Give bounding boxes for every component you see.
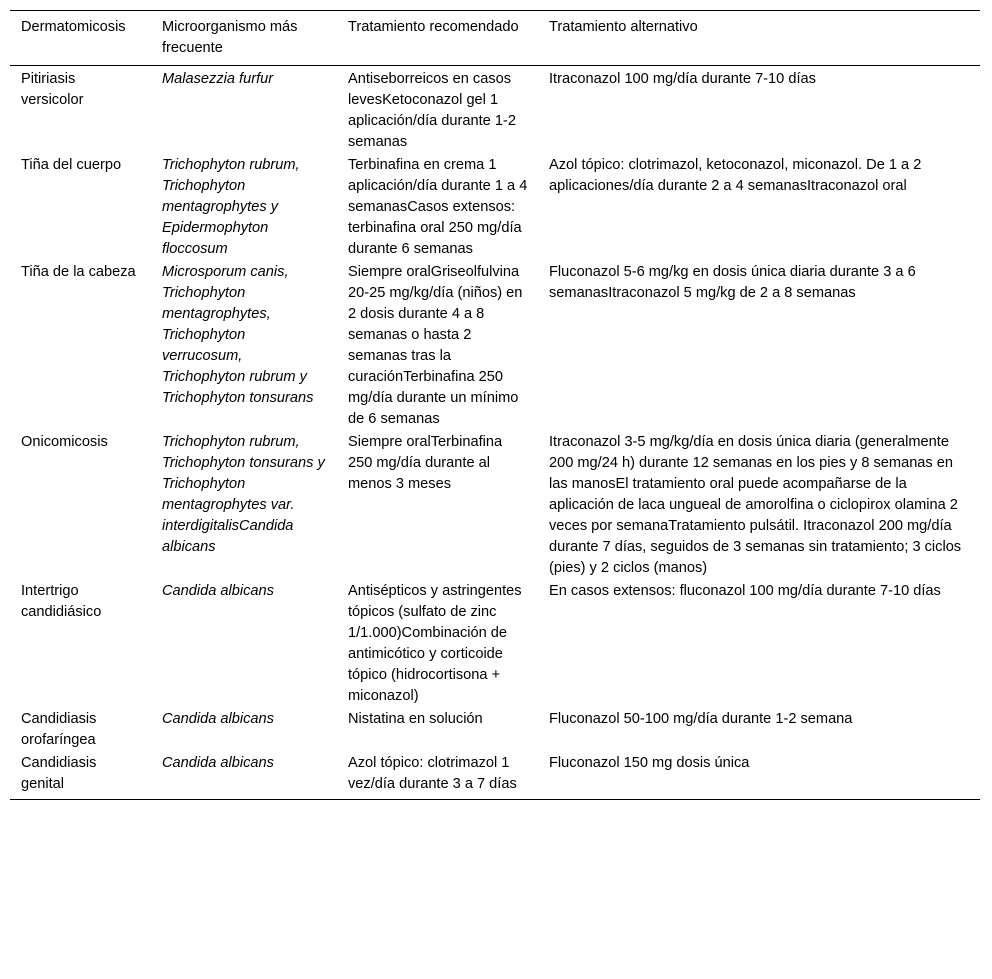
table-row	[10, 708, 980, 752]
cell-alternative: Fluconazol 50-100 mg/día durante 1-2 semana	[549, 711, 853, 727]
cell-treatment: Azol tópico: clotrimazol 1 vez/día durante 3 a 7 días	[348, 755, 517, 792]
table-container	[10, 10, 980, 800]
cell-disease: Candidiasis orofaríngea	[21, 711, 97, 748]
dermatomycosis-table	[10, 10, 980, 800]
cell-disease: Tiña de la cabeza	[21, 264, 136, 280]
table-row	[10, 261, 980, 431]
cell-disease: Tiña del cuerpo	[21, 157, 122, 173]
cell-treatment: Siempre oralGriseolfulvina 20-25 mg/kg/día (niños) en 2 dosis durante 4 a 8 semanas o hasta 2 semanas tras la curaciónTerbinafina 250 mg/día durante un mínimo de 6 semanas	[348, 264, 523, 427]
cell-organism: Candida albicans	[162, 711, 274, 727]
cell-alternative: Azol tópico: clotrimazol, ketoconazol, miconazol. De 1 a 2 aplicaciones/día durante 2 a 4 semanasItraconazol oral	[549, 157, 922, 194]
cell-organism: Trichophyton rubrum, Trichophyton tonsurans y Trichophyton mentagrophytes var. interdigitalisCandida albicans	[162, 434, 325, 555]
cell-organism: Trichophyton rubrum, Trichophyton mentagrophytes y Epidermophyton floccosum	[162, 157, 300, 257]
column-header-disease: Dermatomicosis	[21, 19, 126, 35]
table-header	[10, 11, 980, 66]
cell-treatment: Siempre oralTerbinafina 250 mg/día durante al menos 3 meses	[348, 434, 503, 492]
cell-disease: Onicomicosis	[21, 434, 108, 450]
cell-alternative: Fluconazol 5-6 mg/kg en dosis única diaria durante 3 a 6 semanasItraconazol 5 mg/kg de 2 a 8 semanas	[549, 264, 916, 301]
header-row	[10, 11, 980, 66]
cell-disease: Intertrigo candidiásico	[21, 583, 102, 620]
cell-disease: Pitiriasis versicolor	[21, 71, 84, 108]
column-header-organism: Microorganismo más frecuente	[162, 19, 298, 56]
cell-alternative: En casos extensos: fluconazol 100 mg/día durante 7-10 días	[549, 583, 941, 599]
cell-alternative: Fluconazol 150 mg dosis única	[549, 755, 750, 771]
cell-treatment: Nistatina en solución	[348, 711, 483, 727]
cell-treatment: Antiseborreicos en casos levesKetoconazol gel 1 aplicación/día durante 1-2 semanas	[348, 71, 516, 150]
table-row	[10, 580, 980, 708]
cell-disease: Candidiasis genital	[21, 755, 97, 792]
cell-treatment: Terbinafina en crema 1 aplicación/día durante 1 a 4 semanasCasos extensos: terbinafina oral 250 mg/día durante 6 semanas	[348, 157, 528, 257]
cell-organism: Microsporum canis, Trichophyton mentagrophytes, Trichophyton verrucosum, Trichophyton rubrum y Trichophyton tonsurans	[162, 264, 314, 406]
cell-treatment: Antisépticos y astringentes tópicos (sulfato de zinc 1/1.000)Combinación de antimicótico y corticoide tópico (hidrocortisona + miconazol)	[348, 583, 522, 704]
cell-alternative: Itraconazol 3-5 mg/kg/día en dosis única diaria (generalmente 200 mg/24 h) durante 12 semanas en los pies y 8 semanas en las manosEl tratamiento oral puede acompañarse de la aplicación de laca ungueal de amorolfina o ciclopirox olamina 2 veces por semanaTratamiento pulsátil. Itraconazol 200 mg/día durante 7 días, seguidos de 3 semanas sin tratamiento; 3 ciclos (pies) y 2 ciclos (manos)	[549, 434, 962, 576]
table-body	[10, 66, 980, 800]
table-row	[10, 752, 980, 800]
cell-organism: Candida albicans	[162, 755, 274, 771]
table-row	[10, 431, 980, 580]
cell-organism: Malasezzia furfur	[162, 71, 274, 87]
cell-organism: Candida albicans	[162, 583, 274, 599]
table-row	[10, 154, 980, 261]
column-header-treatment: Tratamiento recomendado	[348, 19, 519, 35]
table-row	[10, 66, 980, 155]
cell-alternative: Itraconazol 100 mg/día durante 7-10 días	[549, 71, 816, 87]
column-header-alternative: Tratamiento alternativo	[549, 19, 698, 35]
